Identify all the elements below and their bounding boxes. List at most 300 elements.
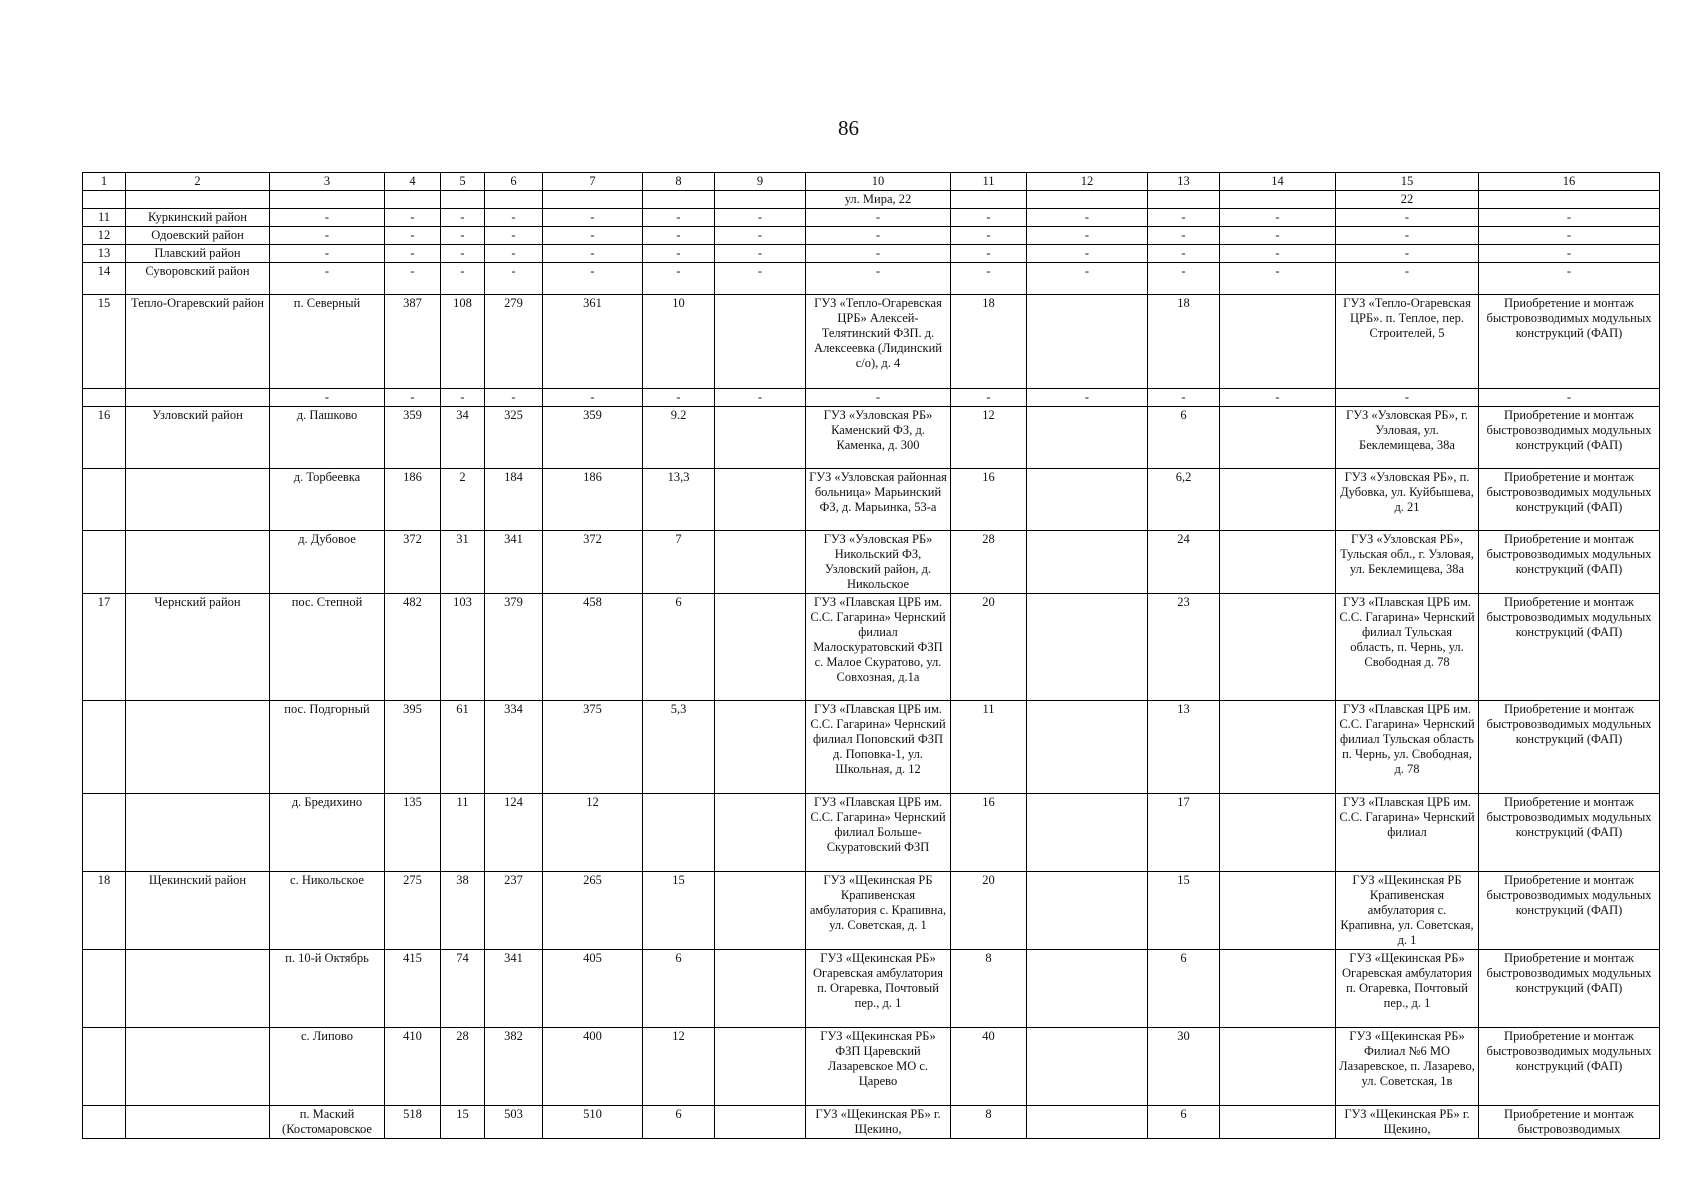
header-cell: 8: [643, 173, 715, 191]
table-cell: 15: [643, 872, 715, 950]
table-cell: [270, 191, 385, 209]
table-cell: 7: [643, 531, 715, 594]
table-cell: Приобретение и монтаж быстровозводимых модульных конструкций (ФАП): [1479, 701, 1660, 794]
table-cell: 135: [385, 794, 441, 872]
table-cell: [1027, 794, 1148, 872]
table-row: [83, 191, 1660, 209]
table-cell: [1148, 191, 1220, 209]
table-cell: 28: [951, 531, 1027, 594]
table-cell: -: [441, 209, 485, 227]
header-cell: 7: [543, 173, 643, 191]
table-cell: ГУЗ «Узловская РБ» Никольский ФЗ, Узловский район, д. Никольское: [806, 531, 951, 594]
table-cell: [715, 191, 806, 209]
table-cell: д. Пашково: [270, 407, 385, 469]
table-cell: -: [715, 209, 806, 227]
table-cell: 395: [385, 701, 441, 794]
table-cell: 13,3: [643, 469, 715, 531]
table-cell: 23: [1148, 594, 1220, 701]
table-cell: 17: [1148, 794, 1220, 872]
table-cell: [715, 407, 806, 469]
table-cell: [1220, 1028, 1336, 1106]
table-cell: ГУЗ «Щекинская РБ Крапивенская амбулатория с. Крапивна, ул. Советская, д. 1: [1336, 872, 1479, 950]
table-cell: ГУЗ «Узловская РБ» Каменский ФЗ, д. Каменка, д. 300: [806, 407, 951, 469]
data-table: [82, 172, 1660, 1139]
table-cell: 2: [441, 469, 485, 531]
table-cell: -: [270, 209, 385, 227]
table-cell: [715, 1106, 806, 1139]
table-cell: -: [951, 227, 1027, 245]
table-cell: ГУЗ «Тепло-Огаревская ЦРБ». п. Теплое, пер. Строителей, 5: [1336, 295, 1479, 389]
table-cell: 186: [543, 469, 643, 531]
table-cell: -: [270, 227, 385, 245]
table-cell: -: [806, 263, 951, 295]
table-cell: -: [543, 227, 643, 245]
table-cell: -: [1479, 389, 1660, 407]
table-cell: ГУЗ «Плавская ЦРБ им. С.С. Гагарина» Чернский филиал Поповский ФЗП д. Поповка-1, ул. Школьная, д. 12: [806, 701, 951, 794]
table-cell: 12: [643, 1028, 715, 1106]
header-cell: 9: [715, 173, 806, 191]
header-cell: 4: [385, 173, 441, 191]
table-cell: [715, 872, 806, 950]
table-cell: 38: [441, 872, 485, 950]
table-cell: 482: [385, 594, 441, 701]
table-cell: Приобретение и монтаж быстровозводимых модульных конструкций (ФАП): [1479, 1028, 1660, 1106]
table-cell: [83, 794, 126, 872]
table-cell: -: [1027, 245, 1148, 263]
table-cell: [1220, 872, 1336, 950]
table-cell: п. Маский (Костомаровское: [270, 1106, 385, 1139]
table-cell: [1027, 950, 1148, 1028]
table-cell: [83, 701, 126, 794]
table-cell: Щекинский район: [126, 872, 270, 950]
table-cell: -: [1027, 209, 1148, 227]
table-cell: -: [385, 209, 441, 227]
table-cell: Приобретение и монтаж быстровозводимых модульных конструкций (ФАП): [1479, 872, 1660, 950]
table-cell: ГУЗ «Плавская ЦРБ им. С.С. Гагарина» Чернский филиал Тульская область, п. Чернь, ул. Свободная д. 78: [1336, 594, 1479, 701]
table-cell: 372: [385, 531, 441, 594]
table-row: [83, 1106, 1660, 1139]
table-cell: с. Липово: [270, 1028, 385, 1106]
table-cell: [385, 191, 441, 209]
table-cell: [1027, 872, 1148, 950]
table-cell: [83, 531, 126, 594]
table-row: [83, 872, 1660, 950]
table-cell: -: [643, 263, 715, 295]
table-cell: -: [485, 209, 543, 227]
table-cell: [126, 469, 270, 531]
table-cell: -: [270, 245, 385, 263]
table-cell: 375: [543, 701, 643, 794]
table-cell: -: [385, 263, 441, 295]
table-cell: Приобретение и монтаж быстровозводимых модульных конструкций (ФАП): [1479, 794, 1660, 872]
table-cell: [1220, 295, 1336, 389]
table-row: [83, 263, 1660, 295]
table-cell: 74: [441, 950, 485, 1028]
table-cell: 372: [543, 531, 643, 594]
table-cell: 6: [643, 950, 715, 1028]
table-cell: -: [485, 389, 543, 407]
table-cell: -: [806, 245, 951, 263]
table-cell: ГУЗ «Тепло-Огаревская ЦРБ» Алексей-Телятинский ФЗП. д. Алексеевка (Лидинский с/о), д. 4: [806, 295, 951, 389]
table-cell: 15: [83, 295, 126, 389]
table-cell: [543, 191, 643, 209]
table-cell: -: [1027, 227, 1148, 245]
table-cell: 40: [951, 1028, 1027, 1106]
table-cell: 9.2: [643, 407, 715, 469]
table-cell: 22: [1336, 191, 1479, 209]
table-cell: [715, 950, 806, 1028]
table-cell: 341: [485, 950, 543, 1028]
table-cell: 8: [951, 1106, 1027, 1139]
table-cell: 379: [485, 594, 543, 701]
table-cell: [1027, 295, 1148, 389]
table-cell: -: [1148, 389, 1220, 407]
table-cell: 186: [385, 469, 441, 531]
table-cell: [126, 794, 270, 872]
table-cell: [83, 1106, 126, 1139]
table-row: [83, 1028, 1660, 1106]
table-cell: ГУЗ «Плавская ЦРБ им. С.С. Гагарина» Чернский филиал Малоскуратовский ФЗП с. Малое Скуратово, ул. Совхозная, д.1а: [806, 594, 951, 701]
table-cell: -: [643, 209, 715, 227]
table-cell: ГУЗ «Плавская ЦРБ им. С.С. Гагарина» Чернский филиал: [1336, 794, 1479, 872]
table-cell: Тепло-Огаревский район: [126, 295, 270, 389]
table-cell: 24: [1148, 531, 1220, 594]
table-cell: -: [1220, 209, 1336, 227]
table-cell: [1479, 191, 1660, 209]
table-cell: 34: [441, 407, 485, 469]
header-cell: 10: [806, 173, 951, 191]
table-cell: Суворовский район: [126, 263, 270, 295]
table-cell: [83, 389, 126, 407]
table-cell: ГУЗ «Щекинская РБ» г. Щекино,: [806, 1106, 951, 1139]
header-cell: 12: [1027, 173, 1148, 191]
table-cell: 103: [441, 594, 485, 701]
table-cell: 6: [1148, 950, 1220, 1028]
table-row: [83, 594, 1660, 701]
table-cell: пос. Степной: [270, 594, 385, 701]
table-cell: Одоевский район: [126, 227, 270, 245]
table-cell: -: [715, 227, 806, 245]
table-cell: -: [715, 245, 806, 263]
table-cell: д. Дубовое: [270, 531, 385, 594]
table-cell: -: [806, 389, 951, 407]
table-cell: [1027, 594, 1148, 701]
header-cell: 1: [83, 173, 126, 191]
table-cell: -: [1336, 245, 1479, 263]
table-cell: -: [543, 389, 643, 407]
table-cell: 16: [83, 407, 126, 469]
table-cell: [1027, 701, 1148, 794]
table-cell: ГУЗ «Узловская РБ», п. Дубовка, ул. Куйбышева, д. 21: [1336, 469, 1479, 531]
table-row: [83, 227, 1660, 245]
table-cell: 13: [1148, 701, 1220, 794]
table-cell: [715, 295, 806, 389]
table-cell: 405: [543, 950, 643, 1028]
table-cell: 108: [441, 295, 485, 389]
table-cell: -: [1479, 227, 1660, 245]
table-cell: ГУЗ «Плавская ЦРБ им. С.С. Гагарина» Чернский филиал Больше-Скуратовский ФЗП: [806, 794, 951, 872]
table-cell: -: [643, 227, 715, 245]
table-cell: -: [643, 389, 715, 407]
table-cell: [126, 191, 270, 209]
table-cell: Приобретение и монтаж быстровозводимых модульных конструкций (ФАП): [1479, 407, 1660, 469]
table-cell: ГУЗ «Плавская ЦРБ им. С.С. Гагарина» Чернский филиал Тульская область п. Чернь, ул. Свободная, д. 78: [1336, 701, 1479, 794]
table-cell: -: [485, 227, 543, 245]
table-cell: 184: [485, 469, 543, 531]
table-cell: -: [485, 245, 543, 263]
table-cell: д. Торбеевка: [270, 469, 385, 531]
table-cell: -: [715, 389, 806, 407]
table-cell: [715, 469, 806, 531]
table-cell: -: [441, 389, 485, 407]
table-cell: ГУЗ «Щекинская РБ Крапивенская амбулатория с. Крапивна, ул. Советская, д. 1: [806, 872, 951, 950]
table-cell: 265: [543, 872, 643, 950]
table-cell: ГУЗ «Щекинская РБ» Огаревская амбулатория п. Огаревка, Почтовый пер., д. 1: [1336, 950, 1479, 1028]
table-cell: [1220, 950, 1336, 1028]
table-cell: -: [1148, 227, 1220, 245]
table-cell: -: [385, 389, 441, 407]
table-cell: -: [270, 263, 385, 295]
header-row: [83, 173, 1660, 191]
table-cell: [126, 1028, 270, 1106]
table-cell: -: [806, 209, 951, 227]
table-cell: -: [951, 263, 1027, 295]
table-cell: 6,2: [1148, 469, 1220, 531]
table-cell: 13: [83, 245, 126, 263]
table-cell: -: [441, 263, 485, 295]
table-cell: ГУЗ «Щекинская РБ» Огаревская амбулатория п. Огаревка, Почтовый пер., д. 1: [806, 950, 951, 1028]
table-cell: [1027, 531, 1148, 594]
table-cell: 18: [951, 295, 1027, 389]
table-cell: 124: [485, 794, 543, 872]
header-cell: 13: [1148, 173, 1220, 191]
table-cell: п. Северный: [270, 295, 385, 389]
table-cell: 325: [485, 407, 543, 469]
table-cell: [715, 794, 806, 872]
table-cell: [1220, 1106, 1336, 1139]
table-cell: [126, 389, 270, 407]
table-cell: 15: [1148, 872, 1220, 950]
table-cell: -: [643, 245, 715, 263]
table-cell: 341: [485, 531, 543, 594]
table-cell: 20: [951, 872, 1027, 950]
header-cell: 3: [270, 173, 385, 191]
table-cell: -: [1148, 245, 1220, 263]
table-cell: -: [1148, 209, 1220, 227]
table-cell: [1027, 407, 1148, 469]
table-cell: пос. Подгорный: [270, 701, 385, 794]
table-cell: [1027, 1028, 1148, 1106]
table-cell: -: [1027, 389, 1148, 407]
table-cell: -: [543, 245, 643, 263]
table-cell: -: [385, 245, 441, 263]
table-cell: ГУЗ «Узловская районная больница» Марьинский ФЗ, д. Марьинка, 53-а: [806, 469, 951, 531]
header-cell: 5: [441, 173, 485, 191]
table-cell: [715, 701, 806, 794]
table-row: [83, 531, 1660, 594]
table-cell: -: [951, 245, 1027, 263]
table-cell: 382: [485, 1028, 543, 1106]
table-cell: [951, 191, 1027, 209]
table-cell: Приобретение и монтаж быстровозводимых модульных конструкций (ФАП): [1479, 295, 1660, 389]
table-cell: [715, 1028, 806, 1106]
table-cell: -: [1220, 227, 1336, 245]
table-cell: 20: [951, 594, 1027, 701]
table-cell: -: [1336, 389, 1479, 407]
table-cell: 12: [951, 407, 1027, 469]
table-cell: 31: [441, 531, 485, 594]
table-cell: 10: [643, 295, 715, 389]
table-cell: 410: [385, 1028, 441, 1106]
table-cell: 400: [543, 1028, 643, 1106]
table-cell: 15: [441, 1106, 485, 1139]
table-cell: ул. Мира, 22: [806, 191, 951, 209]
table-cell: -: [1220, 263, 1336, 295]
table-cell: Чернский район: [126, 594, 270, 701]
table-cell: 510: [543, 1106, 643, 1139]
table-cell: [1027, 1106, 1148, 1139]
table-cell: [1220, 594, 1336, 701]
table-cell: 11: [951, 701, 1027, 794]
table-cell: -: [441, 227, 485, 245]
table-cell: с. Никольское: [270, 872, 385, 950]
table-cell: [126, 950, 270, 1028]
table-cell: [643, 191, 715, 209]
table-cell: -: [270, 389, 385, 407]
table-cell: [1220, 469, 1336, 531]
table-cell: [83, 950, 126, 1028]
table-row: [83, 794, 1660, 872]
table-cell: [126, 701, 270, 794]
table-cell: ГУЗ «Узловская РБ», Тульская обл., г. Узловая, ул. Беклемищева, 38а: [1336, 531, 1479, 594]
table-cell: -: [1336, 227, 1479, 245]
table-cell: 6: [643, 1106, 715, 1139]
table-row: [83, 950, 1660, 1028]
page-number: 86: [838, 116, 859, 140]
table-cell: 12: [543, 794, 643, 872]
table-cell: [1220, 794, 1336, 872]
table-cell: Плавский район: [126, 245, 270, 263]
table-cell: -: [1479, 263, 1660, 295]
table-cell: ГУЗ «Узловская РБ», г. Узловая, ул. Беклемищева, 38а: [1336, 407, 1479, 469]
table-cell: -: [1479, 245, 1660, 263]
table-cell: -: [1148, 263, 1220, 295]
table-cell: [126, 531, 270, 594]
table-row: [83, 407, 1660, 469]
table-cell: [1220, 701, 1336, 794]
table-cell: 6: [1148, 407, 1220, 469]
table-cell: -: [1027, 263, 1148, 295]
table-cell: [83, 1028, 126, 1106]
table-cell: [1027, 469, 1148, 531]
table-cell: Приобретение и монтаж быстровозводимых: [1479, 1106, 1660, 1139]
table-cell: [1220, 531, 1336, 594]
table-cell: 16: [951, 794, 1027, 872]
table-cell: Узловский район: [126, 407, 270, 469]
table-cell: -: [1336, 263, 1479, 295]
table-cell: 361: [543, 295, 643, 389]
table-cell: 387: [385, 295, 441, 389]
table-cell: [1220, 407, 1336, 469]
table-cell: Приобретение и монтаж быстровозводимых модульных конструкций (ФАП): [1479, 469, 1660, 531]
table-cell: 503: [485, 1106, 543, 1139]
table-cell: п. 10-й Октябрь: [270, 950, 385, 1028]
table-cell: Куркинский район: [126, 209, 270, 227]
table-cell: -: [951, 389, 1027, 407]
table-cell: Приобретение и монтаж быстровозводимых модульных конструкций (ФАП): [1479, 594, 1660, 701]
table-row: [83, 245, 1660, 263]
table-cell: 12: [83, 227, 126, 245]
table-cell: 18: [1148, 295, 1220, 389]
table-cell: [83, 191, 126, 209]
table-cell: 11: [441, 794, 485, 872]
table-cell: [1220, 191, 1336, 209]
table-cell: [83, 469, 126, 531]
table-cell: 30: [1148, 1028, 1220, 1106]
table-cell: 8: [951, 950, 1027, 1028]
table-cell: 275: [385, 872, 441, 950]
table-cell: 458: [543, 594, 643, 701]
table-cell: 279: [485, 295, 543, 389]
table-cell: -: [485, 263, 543, 295]
table-cell: 359: [543, 407, 643, 469]
table-cell: 415: [385, 950, 441, 1028]
table-cell: -: [543, 209, 643, 227]
header-cell: 2: [126, 173, 270, 191]
header-cell: 15: [1336, 173, 1479, 191]
header-cell: 14: [1220, 173, 1336, 191]
table-cell: 11: [83, 209, 126, 227]
header-cell: 11: [951, 173, 1027, 191]
table-cell: 16: [951, 469, 1027, 531]
table-cell: 18: [83, 872, 126, 950]
table-cell: 518: [385, 1106, 441, 1139]
table-cell: 334: [485, 701, 543, 794]
table-cell: 237: [485, 872, 543, 950]
table-cell: -: [1336, 209, 1479, 227]
table-cell: ГУЗ «Щекинская РБ» г. Щекино,: [1336, 1106, 1479, 1139]
table-cell: -: [951, 209, 1027, 227]
table-cell: -: [385, 227, 441, 245]
table-cell: [715, 594, 806, 701]
table-cell: ГУЗ «Щекинская РБ» Филиал №6 МО Лазаревское, п. Лазарево, ул. Советская, 1в: [1336, 1028, 1479, 1106]
table-cell: -: [715, 263, 806, 295]
table-cell: -: [1479, 209, 1660, 227]
table-cell: [715, 531, 806, 594]
table-cell: 6: [643, 594, 715, 701]
table-cell: 61: [441, 701, 485, 794]
table-cell: 28: [441, 1028, 485, 1106]
table-cell: ГУЗ «Щекинская РБ» ФЗП Царевский Лазаревское МО с. Царево: [806, 1028, 951, 1106]
table-row: [83, 295, 1660, 389]
table-cell: 5,3: [643, 701, 715, 794]
table-cell: [1027, 191, 1148, 209]
table-cell: 17: [83, 594, 126, 701]
table-cell: 6: [1148, 1106, 1220, 1139]
table-row: [83, 469, 1660, 531]
table-cell: -: [543, 263, 643, 295]
table-cell: -: [1220, 389, 1336, 407]
table-cell: [126, 1106, 270, 1139]
table-cell: -: [1220, 245, 1336, 263]
table-cell: д. Бредихино: [270, 794, 385, 872]
table-cell: -: [806, 227, 951, 245]
header-cell: 16: [1479, 173, 1660, 191]
table-cell: [441, 191, 485, 209]
table-cell: Приобретение и монтаж быстровозводимых модульных конструкций (ФАП): [1479, 950, 1660, 1028]
table-row: [83, 209, 1660, 227]
table-row: [83, 701, 1660, 794]
